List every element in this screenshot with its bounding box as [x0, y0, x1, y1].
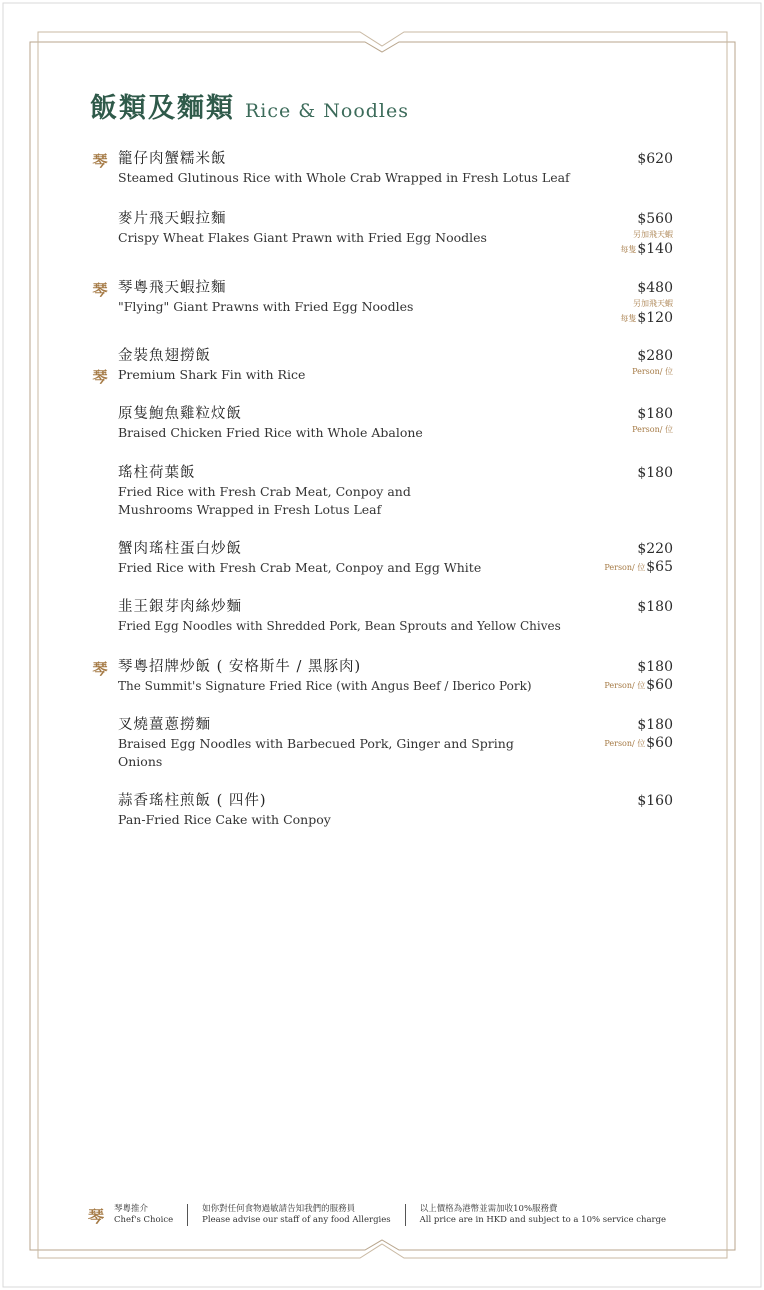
menu-item [118, 598, 673, 635]
footer-price-zh: 以上價格為港幣並需加收10%服務費 [419, 1204, 558, 1214]
item-price-block [632, 405, 673, 436]
item-name-en: Fried Rice with Fresh Crab Meat, Conpoy and Mushrooms Wrapped in Fresh Lotus Leaf [118, 484, 411, 517]
item-price: $220 [637, 541, 673, 557]
chef-choice-icon: 琴 [92, 152, 108, 170]
item-name-zh: 原隻鮑魚雞粒炆飯 [118, 406, 242, 422]
item-price: $560 [637, 211, 673, 227]
item-name-en: Fried Egg Noodles with Shredded Pork, Bean Sprouts and Yellow Chives [118, 619, 561, 633]
chef-choice-icon: 琴 [88, 1206, 105, 1226]
sub-price-value: $140 [637, 241, 673, 257]
item-sub-price [620, 241, 673, 258]
sub-price-label: 每隻 [620, 245, 637, 254]
item-name-en: Crispy Wheat Flakes Giant Prawn with Fried Egg Noodles [118, 230, 487, 245]
menu-item [92, 150, 673, 187]
item-name-zh: 金裝魚翅撈飯 [118, 348, 211, 364]
item-name-en: Steamed Glutinous Rice with Whole Crab Wrapped in Fresh Lotus Leaf [118, 170, 570, 185]
item-name-zh: 麥片飛天蝦拉麵 [118, 211, 227, 227]
menu-item [118, 464, 673, 519]
item-price: $620 [637, 151, 673, 167]
footer-chef-zh: 琴粵推介 [114, 1204, 149, 1214]
footer-chef-en: Chef's Choice [114, 1215, 174, 1225]
title-english: Rice & Noodles [245, 100, 409, 122]
sub-price-label: Person/ 位 [604, 563, 646, 572]
menu-item [92, 347, 673, 386]
item-name-zh: 蒜香瑤柱煎飯 ( 四件) [118, 793, 267, 809]
item-name-en: Braised Egg Noodles with Barbecued Pork, Ginger and Spring Onions [118, 736, 514, 769]
item-price-block [620, 279, 673, 327]
sub-price-value: $120 [637, 310, 673, 326]
item-name-en: Fried Rice with Fresh Crab Meat, Conpoy and Egg White [118, 560, 482, 575]
menu-footer [88, 1200, 688, 1230]
item-price: $180 [637, 659, 673, 675]
item-price: $180 [637, 599, 673, 615]
menu-item [92, 658, 673, 695]
menu-item [118, 716, 673, 771]
chef-choice-icon: 琴 [92, 368, 108, 386]
chef-choice-icon: 琴 [92, 660, 108, 678]
sub-price-value: $60 [646, 735, 673, 751]
item-sub-price [604, 677, 673, 694]
sub-price-label: Person/ 位 [604, 681, 646, 690]
item-price: $180 [637, 406, 673, 422]
menu-item [92, 279, 673, 326]
item-sub-price [604, 735, 673, 752]
item-price-block [620, 210, 673, 258]
sub-price-value: $65 [646, 559, 673, 575]
item-price-block [637, 150, 673, 169]
menu-item [118, 210, 673, 257]
item-price-note: Person/ 位 [632, 367, 673, 376]
item-price-note: 另加飛天蝦 [633, 299, 673, 308]
sub-price-label: Person/ 位 [604, 739, 646, 748]
item-name-zh: 蟹肉瑤柱蛋白炒飯 [118, 541, 242, 557]
item-price-note: 另加飛天蝦 [633, 230, 673, 239]
item-name-zh: 籠仔肉蟹糯米飯 [118, 151, 227, 167]
footer-allergy-note [188, 1204, 404, 1226]
sub-price-label: 每隻 [620, 314, 637, 323]
footer-price-note [406, 1204, 680, 1226]
item-price-block [637, 598, 673, 617]
item-name-zh: 韭王銀芽肉絲炒麵 [118, 599, 242, 615]
footer-allergy-en: Please advise our staff of any food Allergies [202, 1215, 391, 1225]
item-name-en: Premium Shark Fin with Rice [118, 367, 306, 382]
chef-choice-icon: 琴 [92, 281, 108, 299]
item-price-note: Person/ 位 [632, 425, 673, 434]
item-price-block [604, 716, 673, 752]
item-name-en: The Summit's Signature Fried Rice (with Angus Beef / Iberico Pork) [118, 679, 532, 693]
menu-item [118, 792, 673, 829]
footer-allergy-zh: 如你對任何食物過敏請告知我們的服務員 [202, 1204, 356, 1214]
item-price-block [604, 540, 673, 576]
item-name-zh: 琴粵招牌炒飯 ( 安格斯牛 / 黑豚肉) [118, 659, 362, 675]
item-name-zh: 叉燒薑蔥撈麵 [118, 717, 211, 733]
item-name-zh: 琴粵飛天蝦拉麵 [118, 280, 227, 296]
item-price: $480 [637, 280, 673, 296]
title-chinese: 飯類及麵類 [90, 93, 235, 124]
item-price-block [637, 464, 673, 483]
item-name-en: Pan-Fried Rice Cake with Conpoy [118, 812, 331, 827]
item-price-block [637, 792, 673, 811]
item-name-en: Braised Chicken Fried Rice with Whole Abalone [118, 425, 423, 440]
item-price-block [604, 658, 673, 694]
item-price: $280 [637, 348, 673, 364]
item-name-zh: 瑤柱荷葉飯 [118, 465, 196, 481]
item-price-block [632, 347, 673, 378]
item-name-en: "Flying" Giant Prawns with Fried Egg Noodles [118, 299, 414, 314]
item-sub-price [604, 559, 673, 576]
item-price: $160 [637, 793, 673, 809]
menu-item [118, 405, 673, 442]
page-title [90, 86, 409, 125]
menu-item [118, 540, 673, 577]
footer-chef-legend [112, 1204, 187, 1226]
item-price: $180 [637, 717, 673, 733]
item-price: $180 [637, 465, 673, 481]
sub-price-value: $60 [646, 677, 673, 693]
item-sub-price [620, 310, 673, 327]
footer-price-en: All price are in HKD and subject to a 10% service charge [419, 1215, 667, 1225]
